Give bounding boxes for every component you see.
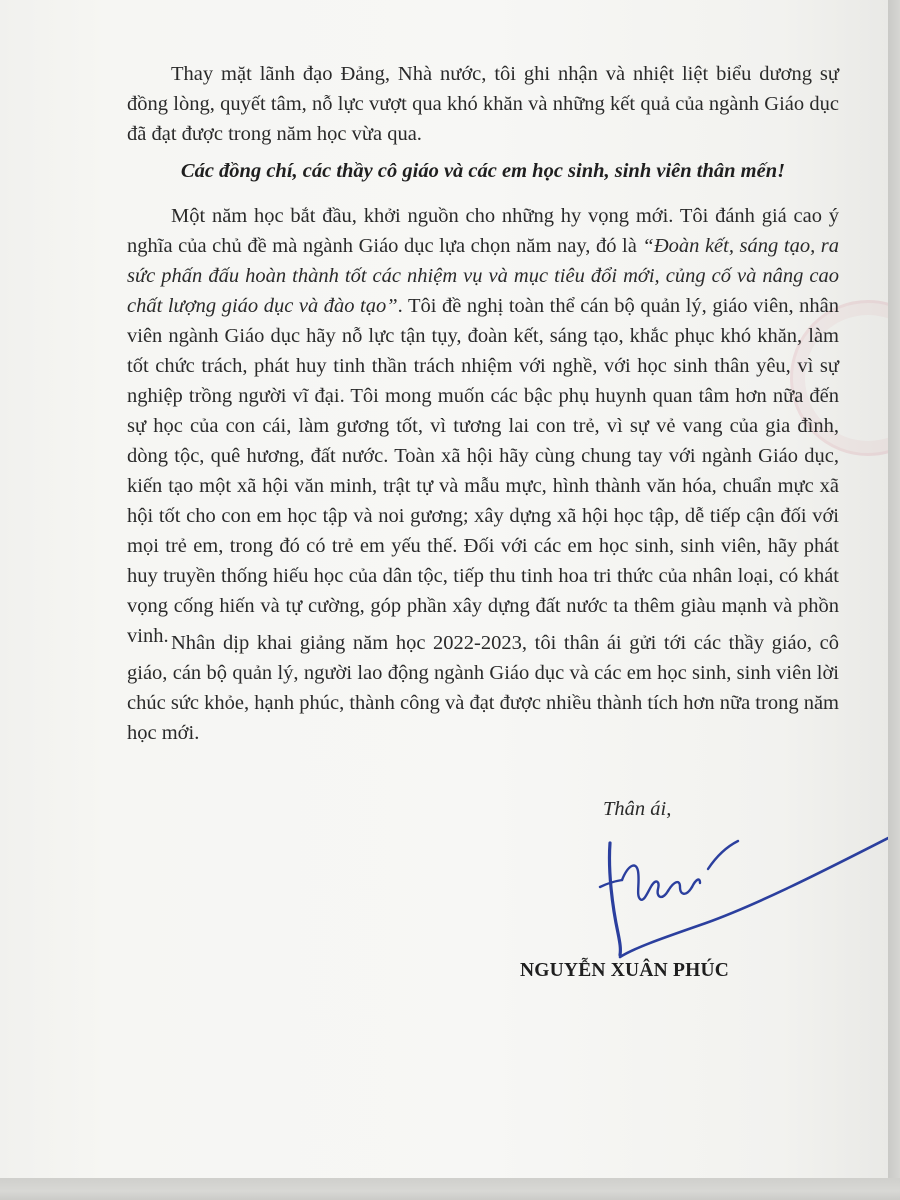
paragraph-main-message bbox=[127, 201, 839, 651]
handwritten-signature bbox=[596, 825, 888, 970]
theme-quote: “Đoàn kết, sáng tạo, ra sức phấn đấu hoàn thành tốt các nhiệm vụ và mục tiêu đổi mới, củng cố và nâng cao chất lượng giáo dục và đào tạo” bbox=[127, 235, 839, 317]
paragraph-main-end: . Tôi đề nghị toàn thể cán bộ quản lý, giáo viên, nhân viên ngành Giáo dục hãy nỗ lực tận tụy, đoàn kết, sáng tạo, khắc phục khó khăn, làm tốt chức trách, phát huy tinh thần trách nhiệm với nghề, với học sinh thân yêu, vì sự nghiệp trồng người vĩ đại. Tôi mong muốn các bậc phụ huynh quan tâm hơn nữa đến sự học của con cái, làm gương tốt, vì tương lai con trẻ, vì sự vẻ vang của gia đình, dòng tộc, quê hương, đất nước. Toàn xã hội hãy cùng chung tay với ngành Giáo dục, kiến tạo một xã hội văn minh, trật tự và mẫu mực, hình thành văn hóa, chuẩn mực xã hội tốt cho con em học tập và noi gương; xây dựng xã hội học tập, dễ tiếp cận đối với mọi trẻ em, trong đó có trẻ em yếu thế. Đối với các em học sinh, sinh viên, hãy phát huy truyền thống hiếu học của dân tộc, tiếp thu tinh hoa tri thức của nhân loại, có khát vọng cống hiến và tự cường, góp phần xây dựng đất nước ta thêm giàu mạnh và phồn vinh. bbox=[127, 295, 839, 647]
paragraph-acknowledgement: Thay mặt lãnh đạo Đảng, Nhà nước, tôi ghi nhận và nhiệt liệt biểu dương sự đồng lòng, quyết tâm, nỗ lực vượt qua khó khăn và những kết quả của ngành Giáo dục đã đạt được trong năm học vừa qua. bbox=[127, 63, 839, 145]
page-right-edge bbox=[888, 0, 900, 1200]
salutation-heading: Các đồng chí, các thầy cô giáo và các em học sinh, sinh viên thân mến! bbox=[180, 160, 786, 182]
paragraph-wishes: Nhân dịp khai giảng năm học 2022-2023, tôi thân ái gửi tới các thầy giáo, cô giáo, cán bộ quản lý, người lao động ngành Giáo dục và các em học sinh, sinh viên lời chúc sức khỏe, hạnh phúc, thành công và đạt được nhiều thành tích hơn nữa trong năm học mới. bbox=[127, 632, 839, 744]
page-bottom-edge bbox=[0, 1178, 900, 1200]
paragraph-main-start: Một năm học bắt đầu, khởi nguồn cho những hy vọng mới. Tôi đánh giá cao ý nghĩa của chủ đề mà ngành Giáo dục lựa chọn năm nay, đó là bbox=[127, 205, 839, 257]
signer-name: NGUYỄN XUÂN PHÚC bbox=[520, 960, 730, 981]
closing-phrase: Thân ái, bbox=[603, 798, 672, 820]
